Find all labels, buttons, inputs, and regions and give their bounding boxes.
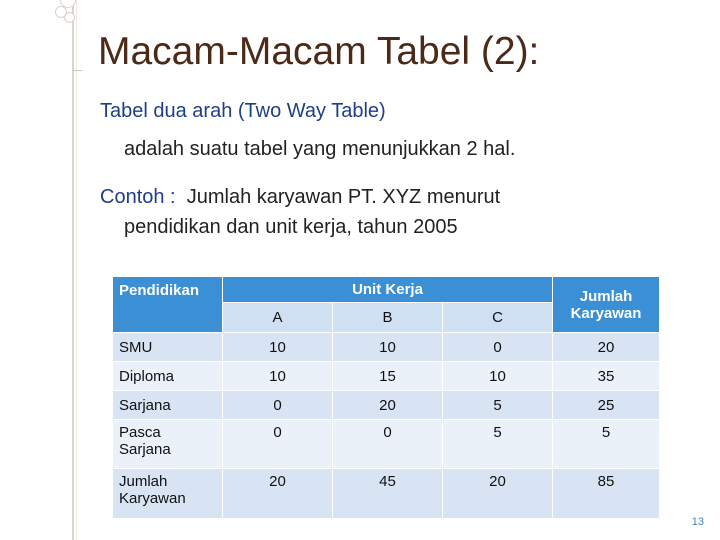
row-label: Diploma xyxy=(113,362,223,391)
example-line-1 xyxy=(100,186,500,209)
header-unit-kerja: Unit Kerja xyxy=(223,277,553,303)
example-prefix: Contoh : xyxy=(100,186,176,208)
table-row xyxy=(113,362,660,391)
row-label: Jumlah Karyawan xyxy=(113,469,223,519)
cell-a: 10 xyxy=(223,362,333,391)
row-label: SMU xyxy=(113,333,223,362)
title-corner-rule xyxy=(72,70,82,71)
slide-left-rule xyxy=(72,0,74,540)
cell-b: 0 xyxy=(333,420,443,469)
subheader-a: A xyxy=(223,303,333,333)
subheader-c: C xyxy=(443,303,553,333)
cell-c: 10 xyxy=(443,362,553,391)
two-way-table xyxy=(112,276,660,519)
table-row xyxy=(113,391,660,420)
example-line-2: pendidikan dan unit kerja, tahun 2005 xyxy=(124,216,458,238)
table-row xyxy=(113,333,660,362)
slide-title: Macam-Macam Tabel (2): xyxy=(98,30,540,73)
cell-total: 35 xyxy=(553,362,660,391)
cell-c: 5 xyxy=(443,420,553,469)
table-row xyxy=(113,469,660,519)
cell-b: 15 xyxy=(333,362,443,391)
cell-b: 10 xyxy=(333,333,443,362)
intro-line-1: Tabel dua arah (Two Way Table) xyxy=(100,100,386,122)
cell-total: 85 xyxy=(553,469,660,519)
subheader-b: B xyxy=(333,303,443,333)
cell-a: 0 xyxy=(223,391,333,420)
cell-a: 0 xyxy=(223,420,333,469)
cell-c: 5 xyxy=(443,391,553,420)
page-number: 13 xyxy=(691,516,704,528)
slide-left-rule-inner xyxy=(76,0,77,540)
example-line-1-text: Jumlah karyawan PT. XYZ menurut xyxy=(186,186,501,208)
header-pendidikan: Pendidikan xyxy=(113,277,223,333)
cell-total: 5 xyxy=(553,420,660,469)
cell-total: 20 xyxy=(553,333,660,362)
header-jumlah-karyawan: Jumlah Karyawan xyxy=(553,277,660,333)
cell-c: 0 xyxy=(443,333,553,362)
cell-b: 45 xyxy=(333,469,443,519)
table-row xyxy=(113,420,660,469)
cell-c: 20 xyxy=(443,469,553,519)
ring-ornament xyxy=(64,12,75,23)
cell-b: 20 xyxy=(333,391,443,420)
cell-a: 20 xyxy=(223,469,333,519)
intro-line-2: adalah suatu tabel yang menunjukkan 2 hal. xyxy=(124,138,516,160)
row-label: Sarjana xyxy=(113,391,223,420)
row-label: Pasca Sarjana xyxy=(113,420,223,469)
cell-total: 25 xyxy=(553,391,660,420)
cell-a: 10 xyxy=(223,333,333,362)
